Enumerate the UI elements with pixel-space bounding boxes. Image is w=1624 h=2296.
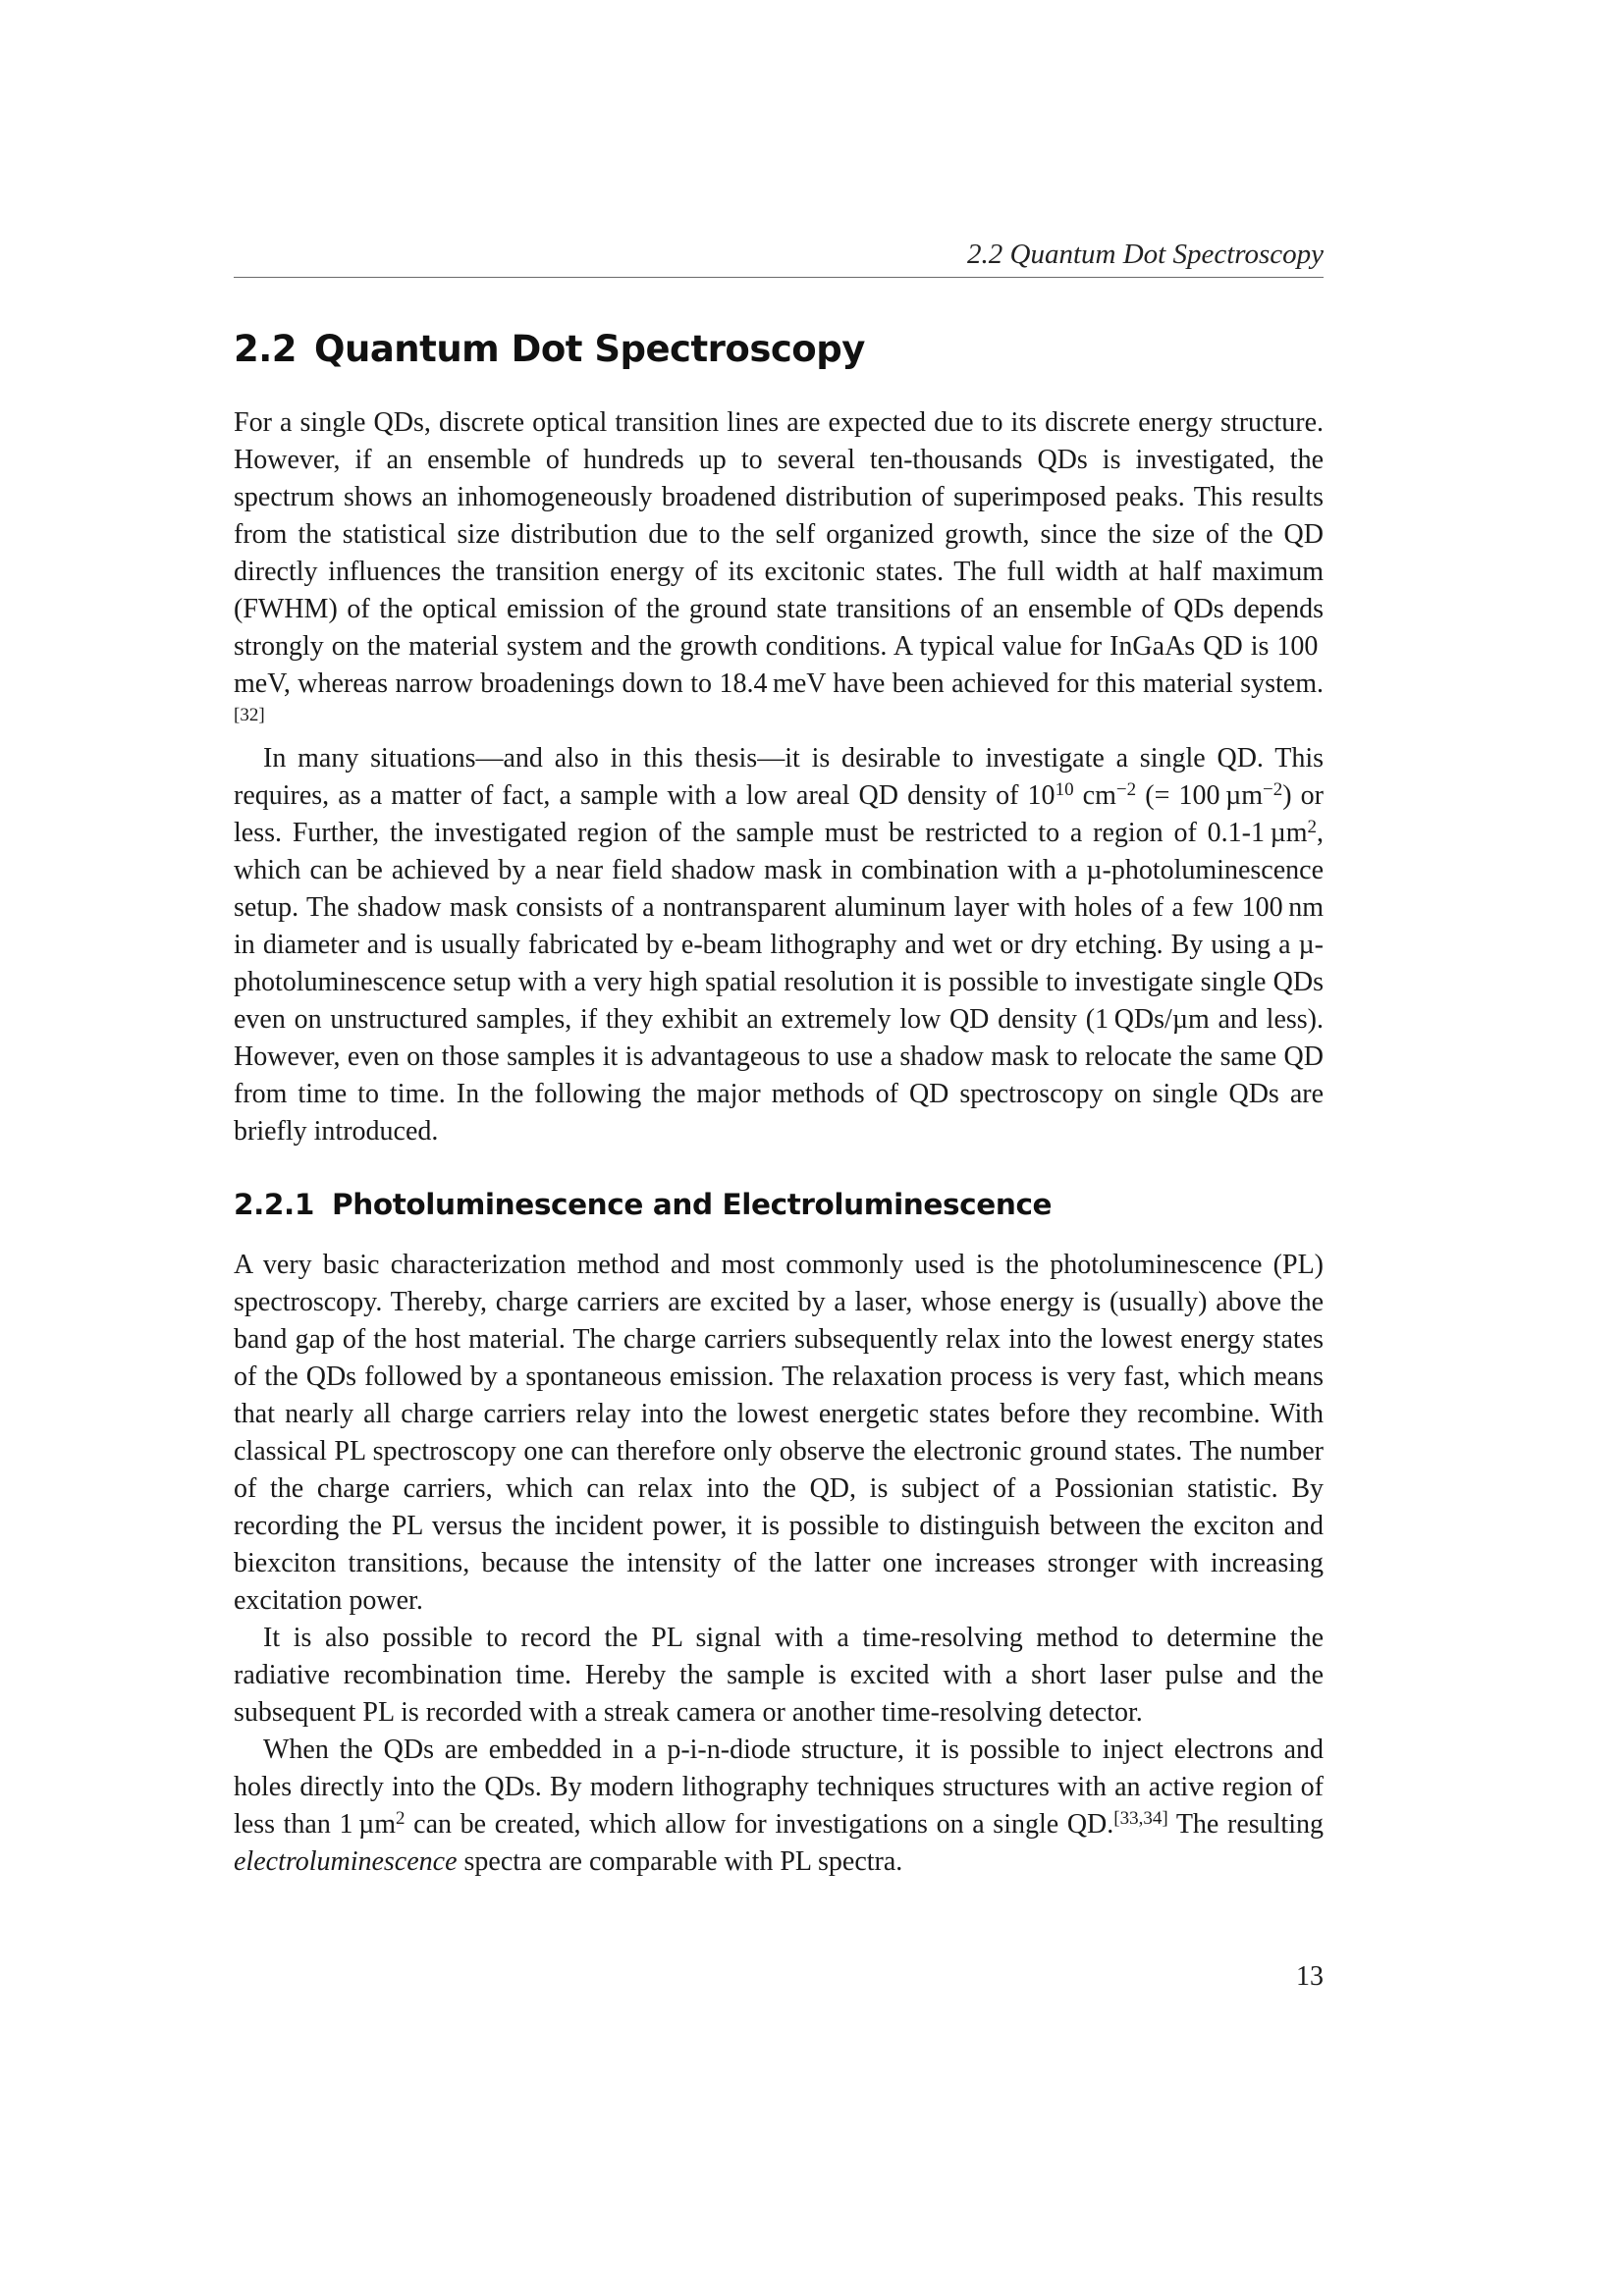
running-header: 2.2 Quantum Dot Spectroscopy xyxy=(234,232,1324,278)
page-body xyxy=(234,322,1324,1881)
citation: [32] xyxy=(234,704,265,725)
section-title: Quantum Dot Spectroscopy xyxy=(314,328,865,370)
citation: [33,34] xyxy=(1113,1807,1168,1829)
subsection-title: Photoluminescence and Electroluminescence xyxy=(332,1188,1053,1221)
paragraph: A very basic characterization method and most commonly used is the photoluminescence (PL) spectroscopy. Thereby, charge carriers are excited by a laser, whose energy is (usually) above the band gap of the host material. The charge carriers subsequently relax into the lowest energy states of the QDs followed by a spontaneous emission. The relaxation process is very fast, which means that nearly all charge carriers relay into the lowest energetic states before they recombine. With classical PL spectroscopy one can therefore only observe the electronic ground states. The number of the charge carriers, which can relax into the QD, is subject of a Possionian statistic. By recording the PL versus the incident power, it is possible to distinguish between the exciton and biexciton transitions, because the intensity of the latter one increases stronger with increasing excitation power. xyxy=(234,1250,1324,1616)
subsection-number: 2.2.1 xyxy=(234,1188,314,1221)
page-number: 13 xyxy=(1296,1961,1324,1992)
section-number: 2.2 xyxy=(234,328,298,370)
superscript: 2 xyxy=(396,1807,406,1829)
superscript: −2 xyxy=(1263,778,1283,800)
emphasis: electroluminescence xyxy=(234,1846,458,1877)
paragraph: It is also possible to record the PL signal with a time-resolving method to determine the radiative recombination time. Hereby the sample is excited with a short laser pulse and the subsequent PL is recorded with a streak camera or another time-resolving detector. xyxy=(234,1623,1324,1728)
section-heading xyxy=(234,322,1324,377)
superscript: 2 xyxy=(1307,816,1317,837)
paragraph: When the QDs are embedded in a p-i-n-diode structure, it is possible to inject electrons and holes directly into the QDs. By modern lithography techniques structures with an active region of less than 1 µm$^2$ can be created, which allow for investigations on a single QD.[33,34] The resulting electroluminescence spectra are comparable with PL spectra. xyxy=(234,1735,1324,1877)
superscript: −2 xyxy=(1115,778,1137,800)
paragraph: In many situations—and also in this thesis—it is desirable to investigate a single QD. This requires, as a matter of fact, a sample with a low areal QD density of $10^{10}$ $cm^{-2}$ (= 100 µm$^{-2}$) or less. Further, the investigated region of the sample must be restricted to a region of 0.1-1 µm$^2$, which can be achieved by a near field shadow mask in combination with a µ-photoluminescence setup. The shadow mask consists of a nontransparent aluminum layer with holes of a few 100 nm in diameter and is usually fabricated by e-beam lithography and wet or dry etching. By using a µ-photoluminescence setup with a very high spatial resolution it is possible to investigate single QDs even on unstructured samples, if they exhibit an extremely low QD density (1 QDs/µm and less). However, even on those samples it is advantageous to use a shadow mask to relocate the same QD from time to time. In the following the major methods of QD spectroscopy on single QDs are briefly introduced. xyxy=(234,743,1325,1147)
superscript: 10 xyxy=(1055,778,1074,800)
paragraph: For a single QDs, discrete optical transition lines are expected due to its discrete energy structure. However, if an ensemble of hundreds up to several ten-thousands QDs is investigated, the spectrum shows an inhomogeneously broadened distribution of superimposed peaks. This results from the statistical size distribution due to the self organized growth, since the size of the QD directly influences the transition energy of its excitonic states. The full width at half maximum (FWHM) of the optical emission of the ground state transitions of an ensemble of QDs depends strongly on the material system and the growth conditions. A typical value for InGaAs QD is 100 meV, whereas narrow broadenings down to 18.4 meV have been achieved for this material system.[32] xyxy=(234,407,1324,725)
subsection-heading xyxy=(234,1184,1324,1225)
